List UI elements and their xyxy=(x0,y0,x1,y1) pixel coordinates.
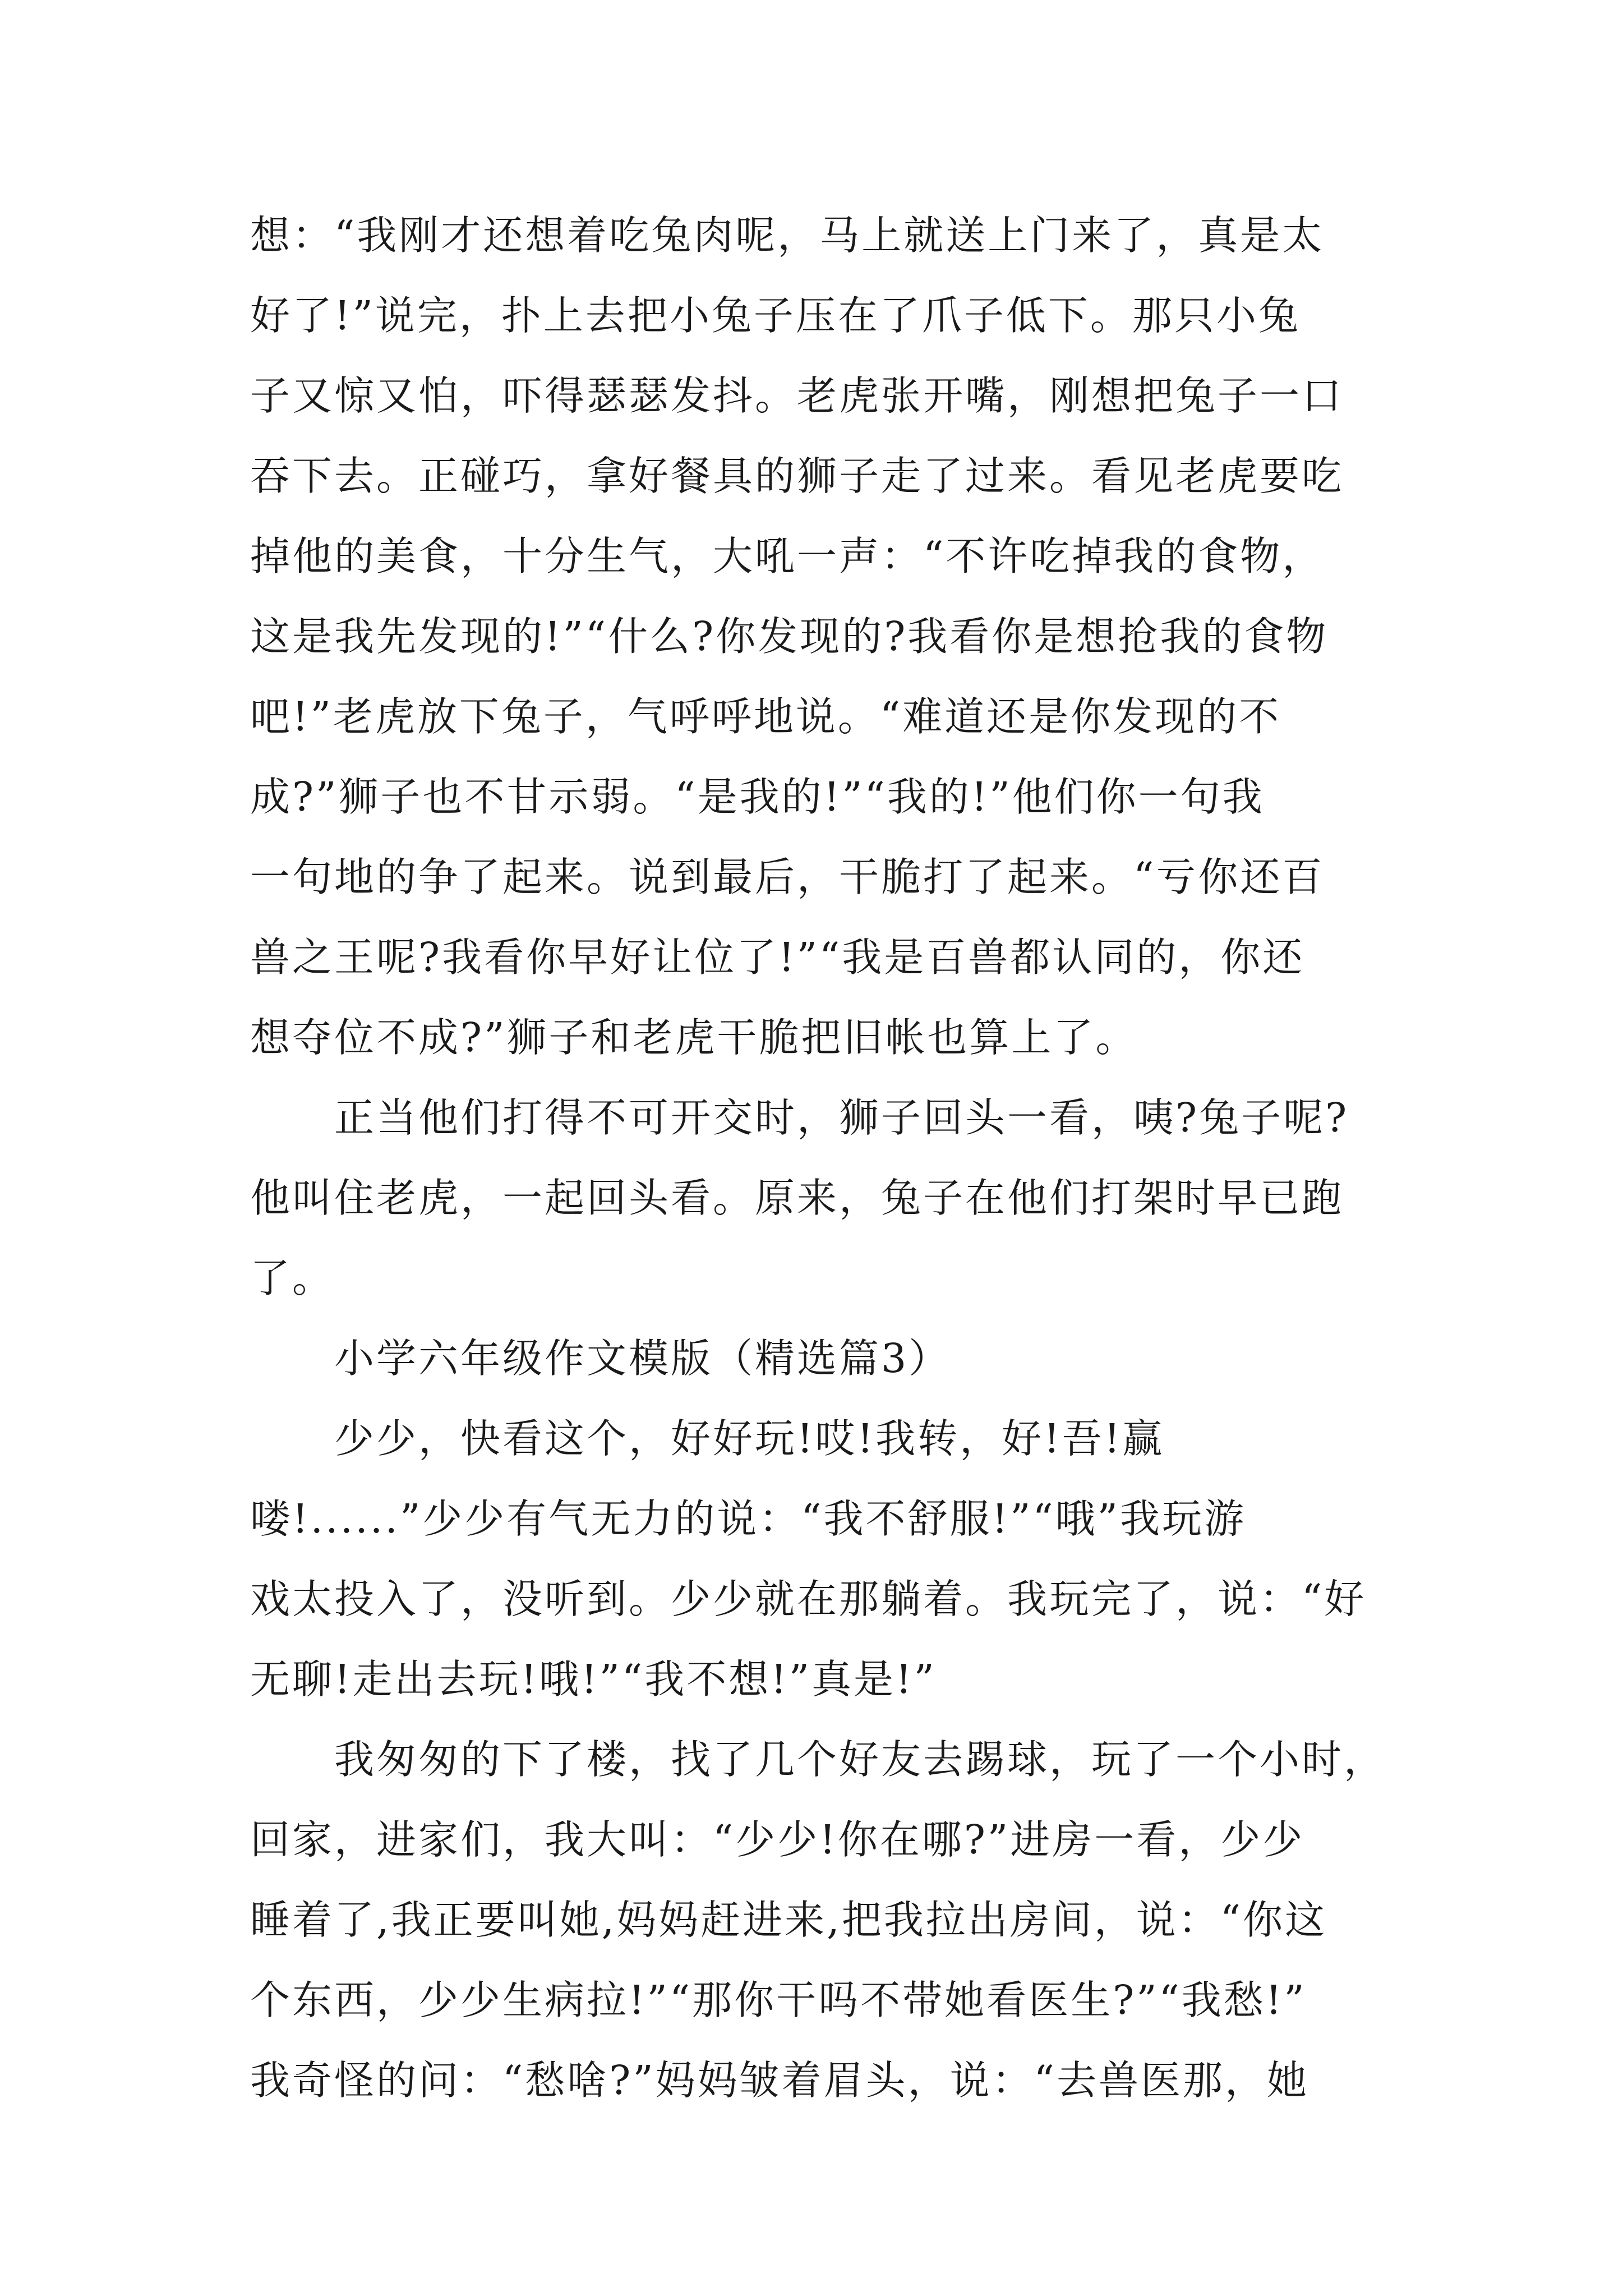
text-line: 他叫住老虎，一起回头看。原来，兔子在他们打架时早已跑 xyxy=(250,1175,1344,1221)
text-line: 睡着了,我正要叫她,妈妈赶进来,把我拉出房间，说：“你这 xyxy=(250,1897,1327,1943)
text-line: 掉他的美食，十分生气，大吼一声：“不许吃掉我的食物， xyxy=(250,533,1325,579)
text-line: 个东西，少少生病拉!”“那你干吗不带她看医生?”“我愁!” xyxy=(250,1977,1307,2023)
text-line: 喽!......”少少有气无力的说：“我不舒服!”“哦”我玩游 xyxy=(250,1496,1246,1542)
text-line: 吞下去。正碰巧，拿好餐具的狮子走了过来。看见老虎要吃 xyxy=(250,453,1344,499)
text-line: 子又惊又怕，吓得瑟瑟发抖。老虎张开嘴，刚想把兔子一口 xyxy=(250,372,1344,419)
text-line: 想夺位不成?”狮子和老虎干脆把旧帐也算上了。 xyxy=(250,1014,1138,1061)
paragraph-first-line: 少少，快看这个，好好玩!哎!我转，好!吾!赢 xyxy=(334,1415,1165,1462)
text-line: 戏太投入了，没听到。少少就在那躺着。我玩完了，说：“好 xyxy=(250,1576,1367,1622)
text-line: 无聊!走出去玩!哦!”“我不想!”真是!” xyxy=(250,1656,937,1703)
paragraph-first-line: 正当他们打得不可开交时，狮子回头一看，咦?兔子呢? xyxy=(334,1094,1349,1141)
text-line: 兽之王呢?我看你早好让位了!”“我是百兽都认同的，你还 xyxy=(250,934,1305,981)
text-line: 我奇怪的问：“愁啥?”妈妈皱着眉头，说：“去兽医那，她 xyxy=(250,2057,1309,2104)
text-line: 了。 xyxy=(250,1255,335,1301)
text-line: 这是我先发现的!”“什么?你发现的?我看你是想抢我的食物 xyxy=(250,613,1329,660)
text-line: 成?”狮子也不甘示弱。“是我的!”“我的!”他们你一句我 xyxy=(250,774,1265,820)
section-heading: 小学六年级作文模版（精选篇3） xyxy=(334,1335,951,1382)
text-line: 一句地的争了起来。说到最后，干脆打了起来。“亏你还百 xyxy=(250,854,1325,900)
text-line: 回家，进家们，我大叫：“少少!你在哪?”进房一看，少少 xyxy=(250,1816,1305,1863)
text-line: 想：“我刚才还想着吃兔肉呢，马上就送上门来了，真是太 xyxy=(250,212,1325,259)
text-line: 吧!”老虎放下兔子，气呼呼地说。“难道还是你发现的不 xyxy=(250,693,1281,740)
text-line: 好了!”说完，扑上去把小兔子压在了爪子低下。那只小兔 xyxy=(250,292,1301,339)
paragraph-first-line: 我匆匆的下了楼，找了几个好友去踢球，玩了一个小时， xyxy=(334,1736,1386,1783)
